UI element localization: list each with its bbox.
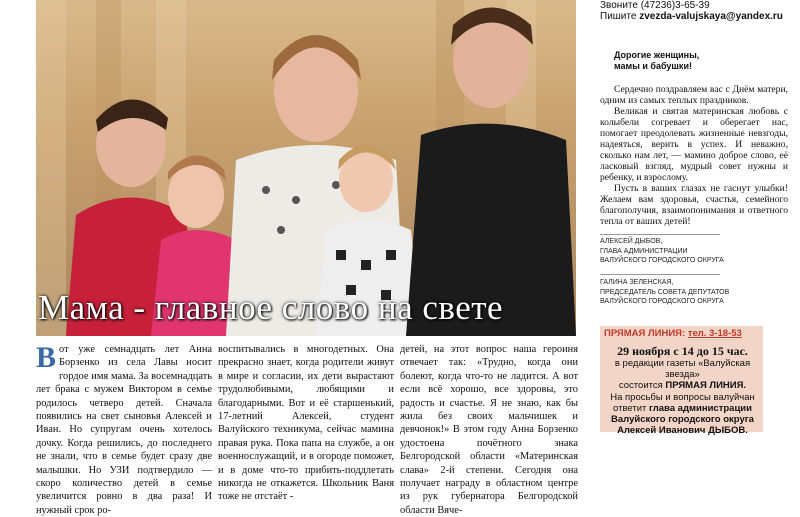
family-photo-illustration	[36, 0, 576, 336]
greeting-title-line2: мамы и бабушки!	[614, 61, 692, 71]
direct-line-text-4	[600, 403, 765, 414]
article-column-2	[218, 343, 394, 503]
direct-line-text-5: Валуйского городского округа	[611, 414, 754, 426]
greeting-title	[614, 50, 794, 72]
divider	[600, 274, 720, 275]
column-3-text: детей, на этот вопрос наша героиня отвечает так: «Трудно, когда они болеют, когда что-то не ладится. А вот если всё хорошо, все здоровы, это радость и счастье. Я не знаю, как бы жила без своих мальчишек и девчонок!» В этом году Анна Борзенко удостоена почётного знака Белгородской области «Материнская слава» 2-й степени. Сегодня она получает награду в областном центре из рук губернатора Белгородской области Вяче-	[400, 344, 578, 516]
contact-email-label: Пишите	[600, 11, 637, 22]
direct-line-text-4b: глава администрации	[649, 402, 752, 414]
greeting-paragraph: Пусть в ваших глазах не гаснут улыбки! Желаем вам здоровья, счастья, семейного благополучия, взаимопонимания и ответного тепла от ваших детей!	[600, 183, 788, 227]
direct-line-text-2	[600, 380, 765, 391]
direct-line-phone: тел. 3-18-53	[687, 328, 742, 339]
article-column-3	[400, 343, 578, 516]
signature-2-role: ПРЕДСЕДАТЕЛЬ СОВЕТА ДЕПУТАТОВ	[600, 288, 730, 296]
contact-email-line	[600, 11, 800, 22]
contact-phone: Звоните (47236)3-65-39	[600, 0, 710, 11]
greeting-text	[600, 84, 788, 227]
dropcap: В	[36, 341, 57, 374]
greeting-title-line1: Дорогие женщины,	[614, 50, 700, 60]
direct-line-body	[600, 344, 765, 436]
article-headline: Мама - главное слово на свете	[38, 288, 504, 327]
signature-2-org: ВАЛУЙСКОГО ГОРОДСКОГО ОКРУГА	[600, 298, 724, 305]
signature-1-name: АЛЕКСЕЙ ДЫБОВ,	[600, 238, 663, 245]
signature-2	[600, 278, 790, 307]
direct-line-text-2b: ПРЯМАЯ ЛИНИЯ.	[665, 380, 747, 392]
contact-email[interactable]: zvezda-valujskaya@yandex.ru	[639, 11, 783, 22]
greeting-paragraph: Сердечно поздравляем вас с Днём матери, одним из самых теплых праздников.	[600, 84, 788, 106]
direct-line-text-4a: ответит	[613, 402, 647, 414]
direct-line-text-3: На просьбы и вопросы валуйчан	[610, 391, 755, 403]
direct-line-header	[604, 328, 764, 339]
contact-info	[600, 0, 800, 22]
direct-line-label: ПРЯМАЯ ЛИНИЯ:	[604, 328, 686, 339]
column-1-text: от уже семнадцать лет Анна Борзенко из села Лавы носит гордое имя мама. За восемнадцать лет брака с мужем Виктором в семье родилось четверо детей. Сначала появились на свет сыновья Алексей и Иван. Но супругам очень хотелось дочку. Когда решились, до последнего не знали, что в семье будет сразу две малышки. Но УЗИ подтвердило — скоро количество детей в семье увеличится ровно в два раза! И нужный срок ро-	[36, 344, 212, 516]
article-column-1	[36, 341, 212, 516]
direct-line-text-6: Алексей Иванович ДЫБОВ.	[617, 425, 748, 437]
direct-line-text-1: в редакции газеты «Валуйская звезда»	[614, 358, 751, 381]
divider	[600, 234, 720, 235]
signature-1	[600, 237, 790, 266]
signature-1-role: ГЛАВА АДМИНИСТРАЦИИ	[600, 247, 688, 255]
family-photo	[36, 0, 576, 336]
column-2-text: воспитывались в многодетных. Она прекрасно знает, когда родители живут в мире и согласии, их дети вырастают трудолюбивыми, любящими и благодарными. Вот и её старшенький, 17-летний Алексей, студент Валуйского техникума, сейчас мамина правая рука. Пока папа на службе, а он военнослужащий, и в огороде поможет, и в доме что-то прибить-поддлетать никогда не откажется. Школьник Ваня тоже не отстаёт -	[218, 344, 394, 503]
direct-line-date: 29 ноября с 14 до 15 час.	[617, 344, 748, 358]
direct-line-text-2a: состоится	[618, 380, 663, 392]
signature-2-name: ГАЛИНА ЗЕЛЕНСКАЯ,	[600, 279, 674, 286]
greeting-paragraph: Великая и святая материнская любовь с колыбели согревает и оберегает нас, помогает преодолевать жизненные невзгоды, надеяться, верить в успех. И неважно, сколько нам лет, — мамино доброе слово, её ласковый взгляд, мудрый совет нужны и ребенку, и взрослому.	[600, 106, 788, 183]
signature-1-org: ВАЛУЙСКОГО ГОРОДСКОГО ОКРУГА	[600, 257, 724, 264]
